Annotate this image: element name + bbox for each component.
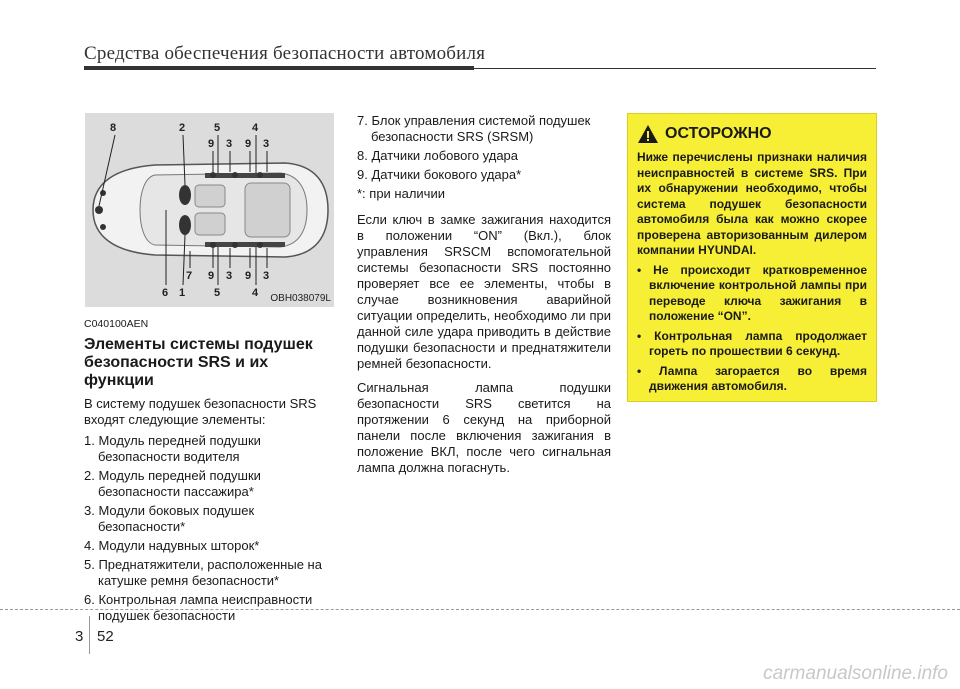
middle-column [357, 113, 611, 481]
callout-label: 9 [208, 138, 215, 150]
warning-triangle-icon [637, 124, 659, 144]
footer-divider [0, 609, 960, 610]
callout-label: 8 [110, 122, 117, 134]
chapter-number: 3 [75, 628, 84, 645]
warning-header [637, 124, 867, 144]
callout-label: 5 [214, 287, 221, 299]
callout-label: 7 [186, 270, 193, 282]
callout-label: 9 [208, 270, 215, 282]
list-item: 8. Датчики лобового удара [357, 148, 519, 163]
callout-label: 6 [162, 287, 169, 299]
warning-text: Ниже перечислены признаки наличия неисправностей в системе SRS. При их обнаружении необходимо, чтобы система подушек безопасности автомобиля была как можно скорее проверена авторизованным дилером компании HYUNDAI. [637, 150, 867, 257]
callout-label: 9 [245, 138, 252, 150]
body-paragraph: Если ключ в замке зажигания находится в положении “ON” (Вкл.), блок управления SRSCM вспомогательной системы безопасности SRS постоянно проверяет все ее элементы, чтобы в случае возникновения аварийной ситуации определить, необходимо ли при данной силе удара приводить в действие подушки безопасности и преднатяжители ремней безопасности. [357, 212, 611, 371]
page-header-title: Средства обеспечения безопасности автомобиля [84, 43, 486, 64]
warning-bullet: • Не происходит кратковременное включение контрольной лампы при переводе ключа зажигания в положение “ON”. [637, 262, 867, 323]
figure-code: OBH038079L [270, 293, 331, 304]
list-item: 5. Преднатяжители, расположенные на катушке ремня безопасности* [84, 557, 322, 588]
list-item: 7. Блок управления системой подушек безопасности SRS (SRSM) [357, 113, 591, 144]
callout-label: 3 [226, 270, 233, 282]
warning-title: ОСТОРОЖНО [665, 125, 772, 142]
list-item: 1. Модуль передней подушки безопасности водителя [84, 433, 261, 464]
callout-label: 3 [226, 138, 233, 150]
callout-label: 2 [179, 122, 186, 134]
callout-label: 5 [214, 122, 221, 134]
page-number-separator [89, 616, 90, 654]
list-item: 3. Модули боковых подушек безопасности* [84, 503, 255, 534]
page-number: 52 [97, 628, 114, 645]
callout-label: 4 [252, 122, 259, 134]
callout-label: 3 [263, 270, 270, 282]
list-item: 6. Контрольная лампа неисправности подушек безопасности [84, 592, 313, 623]
section-title: Элементы системы подушек безопасности SRS и их функции [84, 336, 313, 389]
list-item: 9. Датчики бокового удара* [357, 167, 522, 182]
callout-label: 9 [245, 270, 252, 282]
warning-box [627, 113, 877, 402]
footnote: *: при наличии [357, 186, 445, 201]
warning-bullet: • Контрольная лампа продолжает гореть по прошествии 6 секунд. [637, 328, 867, 358]
section-code: C040100AEN [84, 318, 149, 330]
left-column [84, 316, 334, 627]
intro-paragraph: В систему подушек безопасности SRS входят следующие элементы: [84, 396, 317, 427]
list-item: 4. Модули надувных шторок* [84, 538, 260, 553]
callout-label: 1 [179, 287, 186, 299]
header-rule-thin [474, 68, 876, 69]
warning-bullet: • Лампа загорается во время движения автомобиля. [637, 363, 867, 393]
body-paragraph: Сигнальная лампа подушки безопасности SRS светится на протяжении 6 секунд на приборной панели после включения зажигания в положение ВКЛ, после чего сигнальная лампа должна погаснуть. [357, 380, 611, 475]
callout-label: 3 [263, 138, 270, 150]
watermark: carmanualsonline.info [763, 663, 948, 684]
airbag-diagram [85, 113, 334, 307]
list-item: 2. Модуль передней подушки безопасности пассажира* [84, 468, 261, 499]
callout-label: 4 [252, 287, 259, 299]
header-rule [84, 66, 474, 70]
